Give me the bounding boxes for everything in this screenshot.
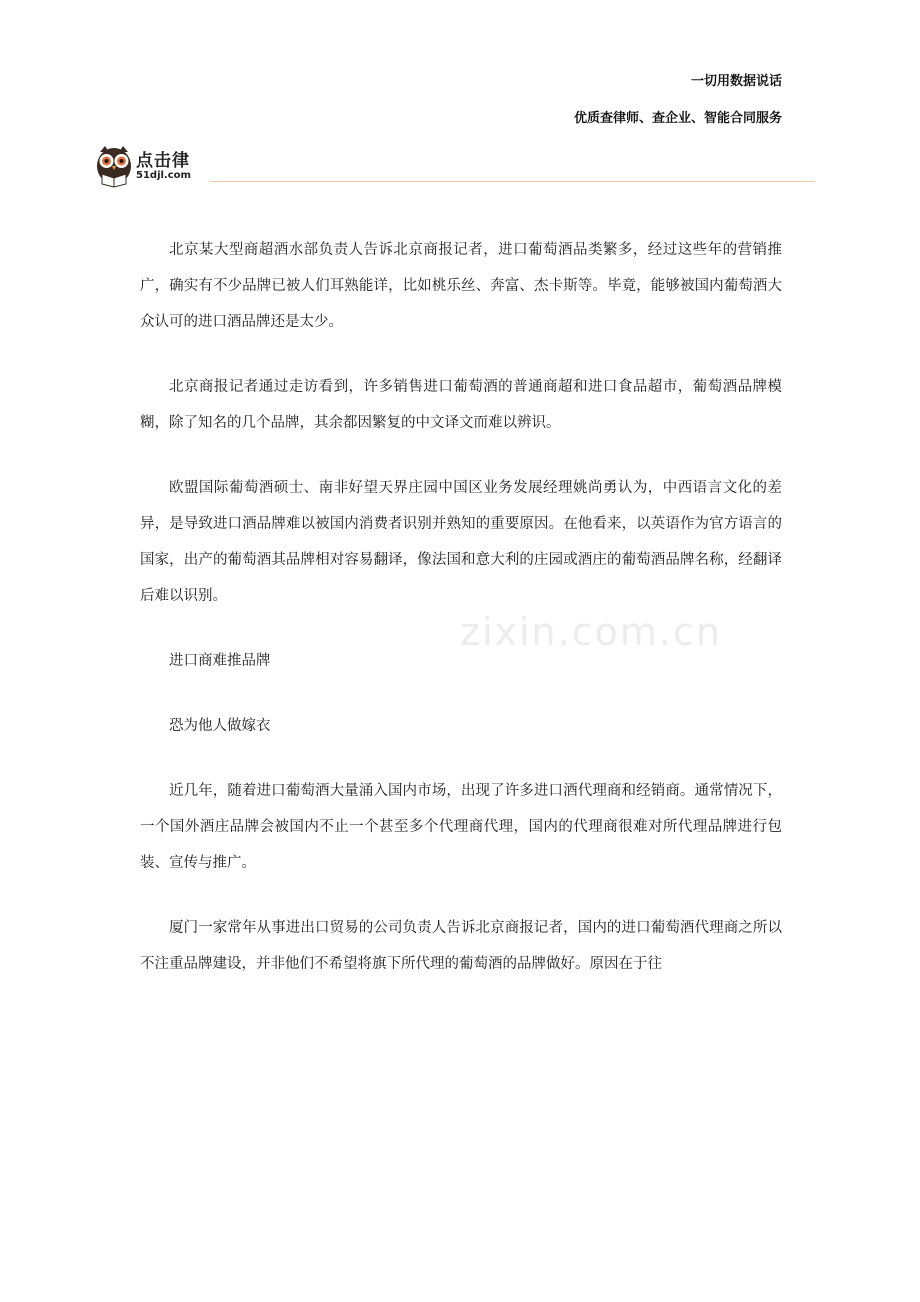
owl-icon (94, 144, 134, 188)
logo-name: 点击律 (136, 151, 190, 171)
section-subheading: 恐为他人做嫁衣 (169, 718, 271, 734)
article-body (140, 232, 782, 1011)
paragraph: 近几年，随着进口葡萄酒大量涌入国内市场，出现了许多进口酒代理商和经销商。通常情况下，一个国外酒庄品牌会被国内不止一个甚至多个代理商代理，国内的代理商很难对所代理品牌进行包装、宣传与推广。 (140, 783, 782, 871)
watermark: zixin.com.cn (460, 610, 722, 654)
logo-domain: 51djl.com (136, 170, 191, 181)
paragraph: 厦门一家常年从事进出口贸易的公司负责人告诉北京商报记者，国内的进口葡萄酒代理商之所以不注重品牌建设，并非他们不希望将旗下所代理的葡萄酒的品牌做好。原因在于往 (140, 920, 782, 972)
section-heading: 进口商难推品牌 (169, 653, 271, 669)
header-services: 优质查律师、查企业、智能合同服务 (573, 111, 782, 126)
paragraph: 欧盟国际葡萄酒硕士、南非好望天界庄园中国区业务发展经理姚尚勇认为，中西语言文化的差异，是导致进口酒品牌难以被国内消费者识别并熟知的重要原因。在他看来，以英语作为官方语言的国家，出产的葡萄酒其品牌相对容易翻译，像法国和意大利的庄园或酒庄的葡萄酒品牌名称，经翻译后难以识别。 (140, 480, 782, 604)
header-tagline: 一切用数据说话 (690, 74, 782, 89)
header-divider (210, 181, 815, 182)
paragraph: 北京某大型商超酒水部负责人告诉北京商报记者，进口葡萄酒品类繁多，经过这些年的营销推广，确实有不少品牌已被人们耳熟能详，比如桃乐丝、奔富、杰卡斯等。毕竟，能够被国内葡萄酒大众认可的进口酒品牌还是太少。 (140, 242, 782, 330)
paragraph: 北京商报记者通过走访看到，许多销售进口葡萄酒的普通商超和进口食品超市，葡萄酒品牌模糊，除了知名的几个品牌，其余都因繁复的中文译文而难以辨识。 (140, 379, 782, 431)
site-logo[interactable] (94, 144, 214, 188)
